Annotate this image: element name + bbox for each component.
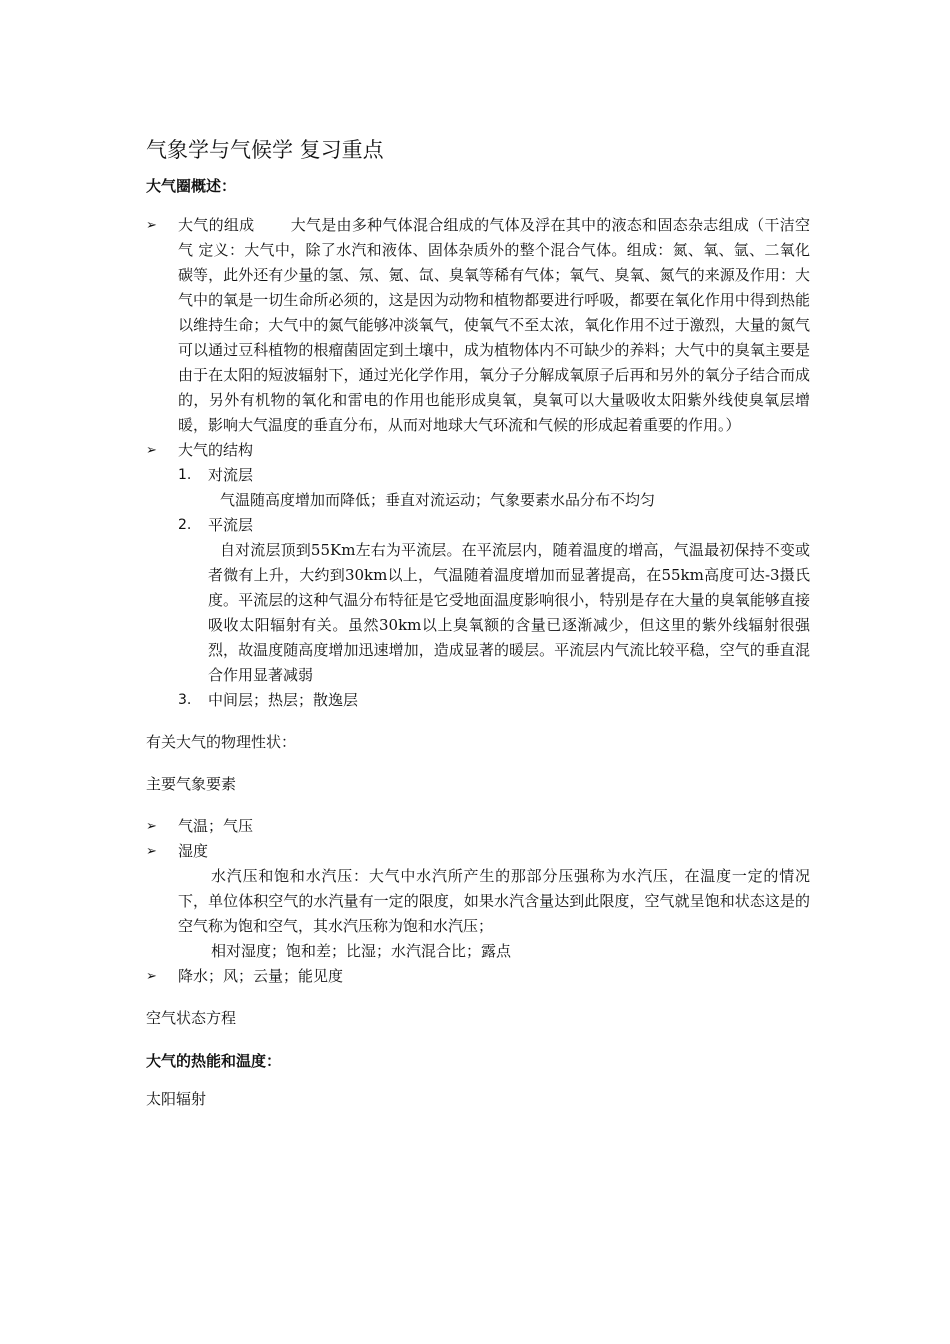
state-equation-line: 空气状态方程 — [146, 1009, 237, 1027]
list-item-composition — [146, 213, 810, 438]
main-elements-line: 主要气象要素 — [146, 775, 237, 793]
physical-properties-line: 有关大气的物理性状： — [146, 733, 297, 751]
layer-name: 平流层 — [208, 516, 254, 534]
precipitation-text: 降水；风；云量；能见度 — [178, 967, 344, 985]
bullet-arrow-icon: ➢ — [146, 218, 157, 233]
page-title: 气象学与气候学 复习重点 — [146, 138, 384, 162]
composition-lead: 大气的组成 — [178, 216, 255, 234]
item-number: 3. — [178, 692, 192, 708]
bullet-arrow-icon: ➢ — [146, 819, 157, 834]
bullet-arrow-icon: ➢ — [146, 443, 157, 458]
list-item-temp-pressure — [146, 814, 810, 839]
section-heading-atmosphere: 大气圈概述： — [146, 177, 237, 195]
list-item-humidity — [146, 839, 810, 864]
document-body — [146, 134, 810, 1112]
layer-name: 对流层 — [208, 466, 254, 484]
structure-lead: 大气的结构 — [178, 441, 254, 459]
humidity-terms: 相对湿度；饱和差；比湿；水汽混合比；露点 — [211, 942, 512, 960]
list-item-structure — [146, 438, 810, 463]
section-heading-heat: 大气的热能和温度： — [146, 1052, 282, 1070]
item-number: 2. — [178, 517, 192, 533]
numbered-item-stratosphere — [146, 513, 810, 538]
layer-name: 中间层；热层；散逸层 — [208, 691, 359, 709]
bullet-arrow-icon: ➢ — [146, 969, 157, 984]
stratosphere-text: 自对流层顶到55Km左右为平流层。在平流层内，随着温度的增高，气温最初保持不变或者微有上升，大约到30km以上，气温随着温度增加而显著提高，在55km高度可达-3摄氏度。平流层的这种气温分布特征是它受地面温度影响很小，特别是存在大量的臭氧能够直接吸收太阳辐射有关。虽然30km以上臭氧额的含量已逐渐减少，但这里的紫外线辐射很强烈，故温度随高度增加迅速增加，造成显著的暖层。平流层内气流比较平稳，空气的垂直混合作用显著减弱 — [208, 541, 810, 684]
composition-text: 大气是由多种气体混合组成的气体及浮在其中的液态和固态杂志组成（干洁空气 定义：大气中，除了水汽和液体、固体杂质外的整个混合气体。组成：氮、氧、氩、二氧化碳等，此外还有少量的氢、氖、氪、氙、臭氧等稀有气体；氧气、臭氧、氮气的来源及作用：大气中的氧是一切生命所必须的，这是因为动物和植物都要进行呼吸，都要在氧化作用中得到热能以维持生命；大气中的氮气能够冲淡氧气，使氧气不至太浓，氧化作用不过于激烈，大量的氮气可以通过豆科植物的根瘤菌固定到土壤中，成为植物体内不可缺少的养料；大气中的臭氧主要是由于在太阳的短波辐射下，通过光化学作用，氧分子分解成氧原子后再和另外的氧分子结合而成的，另外有机物的氧化和雷电的作用也能形成臭氧，臭氧可以大量吸收太阳紫外线使臭氧层增暖，影响大气温度的垂直分布，从而对地球大气环流和气候的形成起着重要的作用。） — [178, 216, 810, 434]
temp-pressure-text: 气温；气压 — [178, 817, 254, 835]
humidity-text: 湿度 — [178, 842, 209, 860]
humidity-definition: 水汽压和饱和水汽压：大气中水汽所产生的那部分压强称为水汽压，在温度一定的情况下，单位体积空气的水汽量有一定的限度，如果水汽含量达到此限度，空气就呈饱和状态这是的空气称为饱和空气，其水汽压称为饱和水汽压； — [178, 867, 810, 935]
list-item-precipitation — [146, 964, 810, 989]
item-number: 1. — [178, 467, 192, 483]
numbered-item-upper-layers — [146, 688, 810, 713]
troposphere-text: 气温随高度增加而降低；垂直对流运动；气象要素水品分布不均匀 — [220, 491, 656, 509]
bullet-arrow-icon: ➢ — [146, 844, 157, 859]
solar-radiation-line: 太阳辐射 — [146, 1090, 207, 1108]
numbered-item-troposphere — [146, 463, 810, 488]
